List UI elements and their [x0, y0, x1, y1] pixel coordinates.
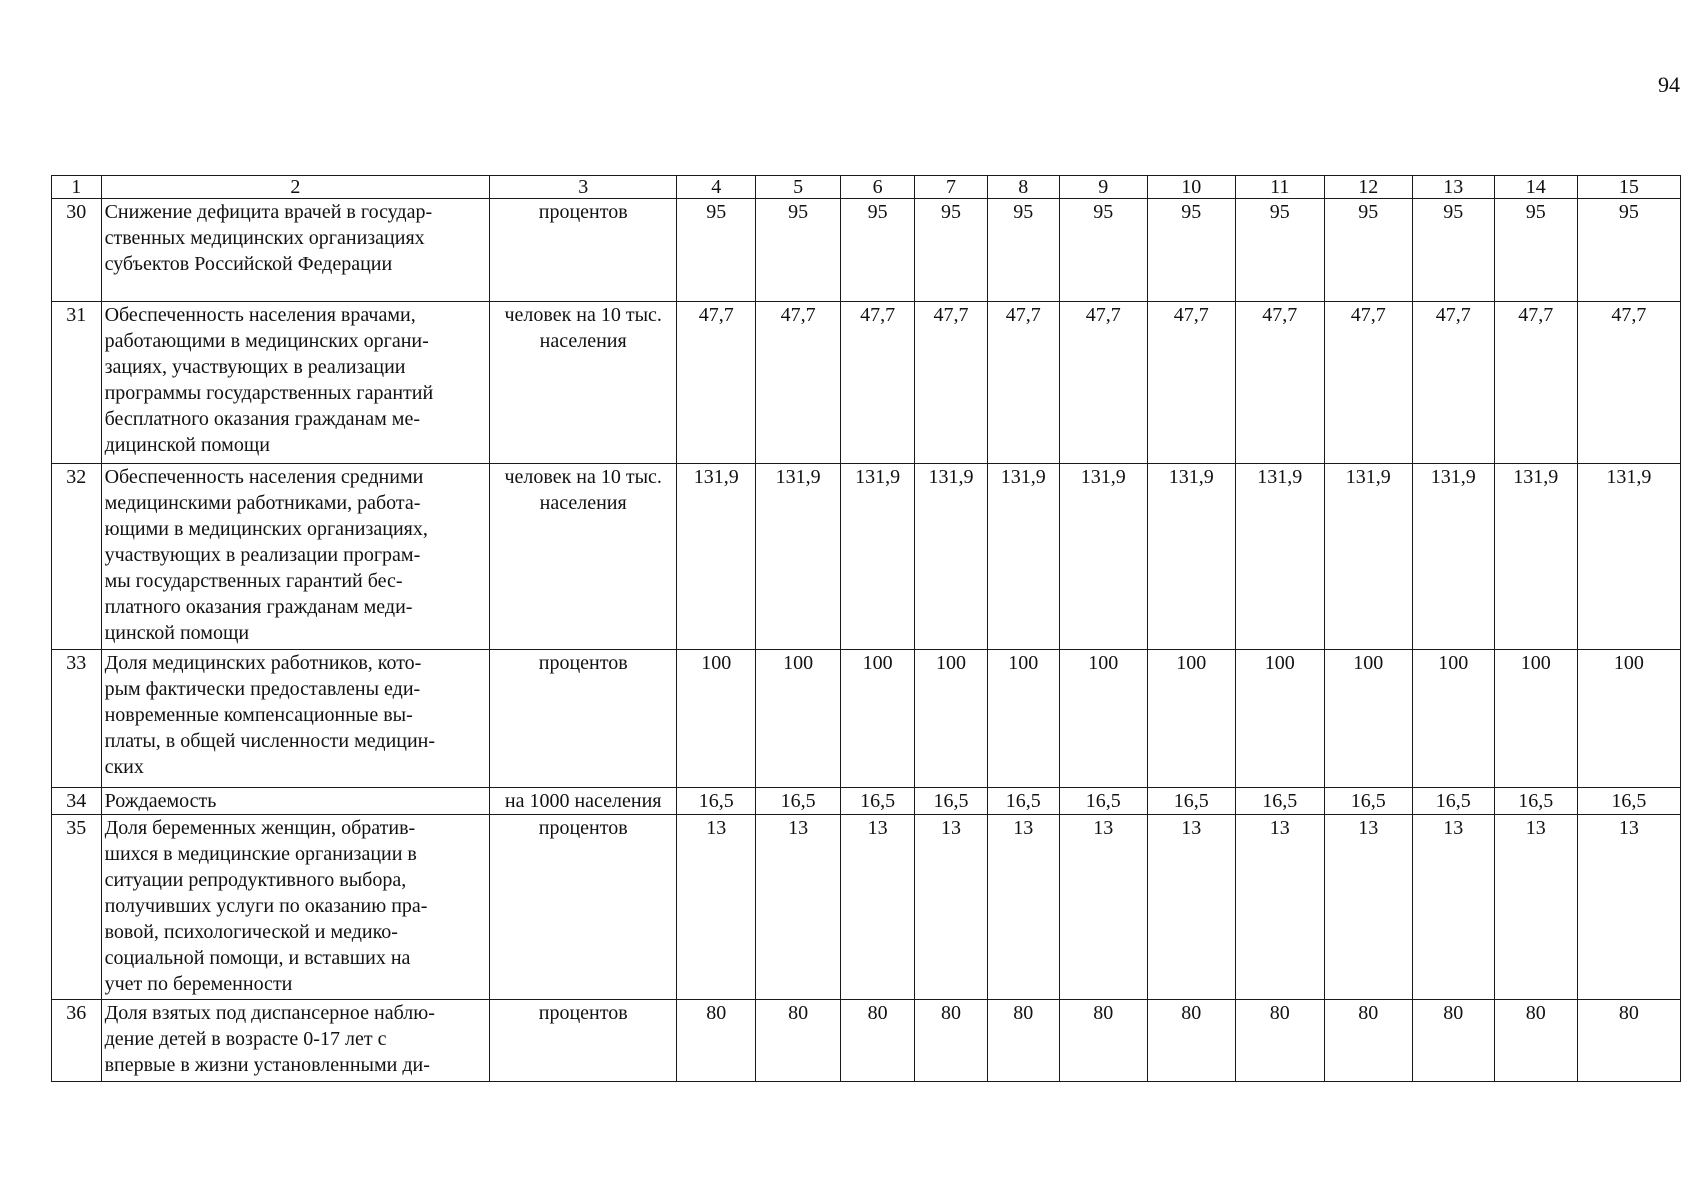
value-cell: 47,7: [987, 302, 1059, 464]
value-cell: 16,5: [1494, 788, 1577, 815]
value-cell: 100: [987, 650, 1059, 788]
column-header: 13: [1412, 176, 1494, 199]
value-cell: 95: [756, 199, 841, 302]
value-cell: 80: [915, 1000, 988, 1082]
row-number: 31: [52, 302, 102, 464]
value-cell: 80: [1324, 1000, 1412, 1082]
value-cell: 95: [1494, 199, 1577, 302]
value-cell: 47,7: [1059, 302, 1147, 464]
value-cell: 95: [1059, 199, 1147, 302]
value-cell: 16,5: [841, 788, 915, 815]
value-cell: 95: [1577, 199, 1680, 302]
value-cell: 47,7: [1147, 302, 1235, 464]
indicator-name: Обеспеченность населения врачами, работающими в медицинских органи- зациях, участвующих в реализации программы государственных гарантий бесплатного оказания гражданам ме- дицинской помощи: [101, 302, 490, 464]
value-cell: 131,9: [987, 464, 1059, 650]
column-header: 2: [101, 176, 490, 199]
value-cell: 13: [841, 815, 915, 1000]
value-cell: 80: [987, 1000, 1059, 1082]
table-row: [52, 464, 1681, 650]
value-cell: 95: [1324, 199, 1412, 302]
value-cell: 80: [1577, 1000, 1680, 1082]
value-cell: 100: [1577, 650, 1680, 788]
value-cell: 16,5: [1324, 788, 1412, 815]
page-number: 94: [1658, 72, 1680, 97]
column-header: 3: [490, 176, 677, 199]
value-cell: 95: [841, 199, 915, 302]
value-cell: 16,5: [1147, 788, 1235, 815]
value-cell: 100: [1324, 650, 1412, 788]
value-cell: 95: [915, 199, 988, 302]
indicator-name: Рождаемость: [101, 788, 490, 815]
table-body: [52, 199, 1681, 1082]
value-cell: 131,9: [1494, 464, 1577, 650]
column-header: 10: [1147, 176, 1235, 199]
column-header: 15: [1577, 176, 1680, 199]
value-cell: 100: [1412, 650, 1494, 788]
table-row: [52, 1000, 1681, 1082]
column-header: 5: [756, 176, 841, 199]
unit-cell: процентов: [490, 815, 677, 1000]
value-cell: 100: [1059, 650, 1147, 788]
indicator-name: Снижение дефицита врачей в государ- ственных медицинских организациях субъектов Российской Федерации: [101, 199, 490, 302]
value-cell: 80: [1412, 1000, 1494, 1082]
value-cell: 13: [915, 815, 988, 1000]
value-cell: 131,9: [1577, 464, 1680, 650]
value-cell: 16,5: [987, 788, 1059, 815]
unit-cell: на 1000 населения: [490, 788, 677, 815]
value-cell: 95: [677, 199, 756, 302]
value-cell: 47,7: [841, 302, 915, 464]
column-header: 14: [1494, 176, 1577, 199]
value-cell: 16,5: [915, 788, 988, 815]
value-cell: 47,7: [677, 302, 756, 464]
column-header: 6: [841, 176, 915, 199]
value-cell: 13: [1059, 815, 1147, 1000]
indicator-name: Обеспеченность населения средними медицинскими работниками, работа- ющими в медицинских организациях, участвующих в реализации програм- мы государственных гарантий бес- платного оказания гражданам меди- цинской помощи: [101, 464, 490, 650]
column-header: 11: [1235, 176, 1324, 199]
unit-cell: процентов: [490, 650, 677, 788]
value-cell: 80: [756, 1000, 841, 1082]
indicator-name: Доля медицинских работников, кото- рым фактически предоставлены еди- новременные компенсационные вы- платы, в общей численности медицин- ских: [101, 650, 490, 788]
value-cell: 131,9: [1147, 464, 1235, 650]
value-cell: 131,9: [1235, 464, 1324, 650]
value-cell: 13: [1577, 815, 1680, 1000]
value-cell: 16,5: [1059, 788, 1147, 815]
row-number: 34: [52, 788, 102, 815]
value-cell: 80: [1147, 1000, 1235, 1082]
value-cell: 13: [1235, 815, 1324, 1000]
value-cell: 100: [1235, 650, 1324, 788]
row-number: 30: [52, 199, 102, 302]
value-cell: 95: [1235, 199, 1324, 302]
value-cell: 100: [677, 650, 756, 788]
value-cell: 47,7: [1577, 302, 1680, 464]
value-cell: 100: [1494, 650, 1577, 788]
value-cell: 13: [1412, 815, 1494, 1000]
table-row: [52, 788, 1681, 815]
value-cell: 80: [677, 1000, 756, 1082]
value-cell: 13: [987, 815, 1059, 1000]
value-cell: 131,9: [677, 464, 756, 650]
value-cell: 13: [1324, 815, 1412, 1000]
column-header: 4: [677, 176, 756, 199]
value-cell: 13: [1147, 815, 1235, 1000]
value-cell: 16,5: [1577, 788, 1680, 815]
value-cell: 47,7: [756, 302, 841, 464]
value-cell: 131,9: [1412, 464, 1494, 650]
column-header: 7: [915, 176, 988, 199]
value-cell: 16,5: [756, 788, 841, 815]
value-cell: 131,9: [1059, 464, 1147, 650]
unit-cell: человек на 10 тыс. населения: [490, 464, 677, 650]
column-header: 1: [52, 176, 102, 199]
value-cell: 80: [1235, 1000, 1324, 1082]
unit-cell: человек на 10 тыс. населения: [490, 302, 677, 464]
unit-cell: процентов: [490, 199, 677, 302]
unit-cell: процентов: [490, 1000, 677, 1082]
row-number: 33: [52, 650, 102, 788]
value-cell: 16,5: [677, 788, 756, 815]
table-row: [52, 302, 1681, 464]
value-cell: 100: [915, 650, 988, 788]
value-cell: 95: [1147, 199, 1235, 302]
value-cell: 100: [841, 650, 915, 788]
column-header: 8: [987, 176, 1059, 199]
value-cell: 47,7: [915, 302, 988, 464]
table-row: [52, 815, 1681, 1000]
value-cell: 100: [756, 650, 841, 788]
value-cell: 47,7: [1235, 302, 1324, 464]
value-cell: 13: [756, 815, 841, 1000]
row-number: 35: [52, 815, 102, 1000]
value-cell: 80: [841, 1000, 915, 1082]
value-cell: 47,7: [1412, 302, 1494, 464]
value-cell: 80: [1494, 1000, 1577, 1082]
value-cell: 13: [677, 815, 756, 1000]
table-row: [52, 199, 1681, 302]
table-header-row: [52, 176, 1681, 199]
row-number: 36: [52, 1000, 102, 1082]
indicator-name: Доля беременных женщин, обратив- шихся в медицинские организации в ситуации репродуктивного выбора, получивших услуги по оказанию пра- вовой, психологической и медико- социальной помощи, и вставших на учет по беременности: [101, 815, 490, 1000]
table-row: [52, 650, 1681, 788]
value-cell: 16,5: [1412, 788, 1494, 815]
value-cell: 131,9: [1324, 464, 1412, 650]
value-cell: 100: [1147, 650, 1235, 788]
value-cell: 95: [987, 199, 1059, 302]
value-cell: 16,5: [1235, 788, 1324, 815]
value-cell: 131,9: [915, 464, 988, 650]
value-cell: 47,7: [1324, 302, 1412, 464]
column-header: 9: [1059, 176, 1147, 199]
value-cell: 131,9: [756, 464, 841, 650]
value-cell: 131,9: [841, 464, 915, 650]
value-cell: 95: [1412, 199, 1494, 302]
column-header: 12: [1324, 176, 1412, 199]
indicators-table: [51, 175, 1681, 1082]
indicator-name: Доля взятых под диспансерное наблю- дение детей в возрасте 0-17 лет с впервые в жизни установленными ди-: [101, 1000, 490, 1082]
value-cell: 47,7: [1494, 302, 1577, 464]
value-cell: 80: [1059, 1000, 1147, 1082]
row-number: 32: [52, 464, 102, 650]
value-cell: 13: [1494, 815, 1577, 1000]
